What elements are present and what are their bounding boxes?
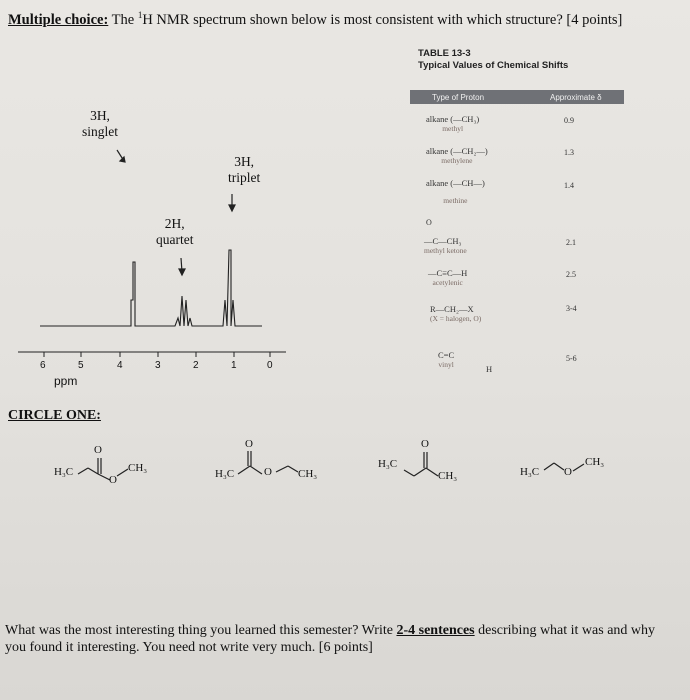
question-1-text: H NMR spectrum shown below is most consistent with which structure? [4 points] — [142, 11, 623, 28]
table-row-vinyl-h: H — [486, 364, 493, 374]
table-row-type-text: —C—CH₃ — [424, 236, 462, 246]
table-row-type-text: R—CH₂—X — [430, 304, 474, 314]
structure-1-ester-o[interactable]: O — [109, 474, 117, 486]
table-row-value: 1.4 — [564, 181, 574, 190]
question-1-superscript: 1 — [137, 10, 143, 20]
table-row-value: 2.5 — [566, 270, 576, 279]
peak-count: 2H, — [164, 216, 185, 231]
table-row-value: 3-4 — [566, 304, 577, 313]
peak-label-quartet — [156, 216, 193, 248]
table-row-type-text: alkane (—CH—) — [426, 178, 485, 188]
structure-2-carbonyl-o[interactable]: O — [245, 438, 253, 450]
table-row-type-text: alkane (—CH₂—) — [426, 146, 488, 156]
axis-tick-label: 2 — [193, 360, 199, 371]
structure-2-ester-o[interactable]: O — [264, 466, 272, 478]
table-row-value: 1.3 — [564, 148, 574, 157]
peak-label-singlet — [82, 108, 118, 140]
axis-tick-label: 4 — [117, 360, 123, 371]
axis-tick-label: 1 — [231, 360, 237, 371]
table-row-sub: methyl ketone — [424, 246, 467, 255]
question-1-label: Multiple choice: — [8, 11, 109, 28]
structure-4-left[interactable]: H₃C — [520, 466, 540, 478]
peak-label-triplet — [228, 154, 260, 186]
table-header-type: Type of Proton — [432, 93, 485, 102]
peak-count: 3H, — [234, 154, 255, 169]
structure-3-carbonyl-o[interactable]: O — [421, 438, 429, 450]
peak-multiplicity: singlet — [82, 124, 118, 139]
table-row-sub: (X = halogen, O) — [430, 314, 482, 323]
spectrum-trace — [40, 250, 262, 326]
axis-tick-label: 3 — [155, 360, 161, 371]
table-header-value: Approximate δ — [550, 93, 602, 102]
question-2-emphasis: 2-4 sentences — [396, 623, 475, 638]
axis-tick-label: 5 — [78, 360, 84, 371]
table-row-value: 5-6 — [566, 354, 577, 363]
axis-tick-label: 6 — [40, 360, 46, 371]
table-title: Typical Values of Chemical Shifts — [418, 60, 569, 71]
circle-one-heading: CIRCLE ONE: — [8, 408, 101, 423]
table-row-type-text: —C≡C—H — [428, 268, 468, 278]
structure-3-left[interactable]: H₃C — [378, 458, 398, 470]
axis-unit: ppm — [54, 374, 78, 388]
table-row-type-text: C=C — [438, 350, 455, 360]
structure-1-left[interactable]: H₃C — [54, 466, 74, 478]
question-2 — [5, 622, 675, 656]
axis-tick-label: 0 — [267, 360, 273, 371]
table-row-type-text: alkane (—CH₃) — [426, 114, 480, 124]
structure-3-right[interactable]: CH₃ — [438, 470, 458, 482]
question-2-text-before: What was the most interesting thing you learned this semester? Write — [5, 623, 397, 638]
peak-multiplicity: triplet — [228, 170, 261, 185]
structure-4-ether-o[interactable]: O — [564, 466, 572, 478]
table-row-sub: methylene — [441, 156, 473, 165]
table-row-sub: acetylenic — [432, 278, 463, 287]
peak-count: 3H, — [90, 108, 110, 123]
structure-1-bonds — [78, 458, 128, 480]
table-row-value: 2.1 — [566, 238, 576, 247]
peak-multiplicity: quartet — [156, 232, 194, 247]
x-axis-ticks — [44, 352, 270, 357]
table-row-value: 0.9 — [564, 116, 574, 125]
table-row-ketone-o: O — [426, 218, 432, 227]
structure-2-right[interactable]: CH₃ — [298, 468, 318, 480]
table-row-sub: vinyl — [438, 360, 454, 369]
structure-1-right[interactable]: CH₃ — [128, 462, 148, 474]
structure-2-left[interactable]: H₃C — [215, 468, 235, 480]
question-2-text-after: describing what it was and why you found it interesting. You need not write very much. [6 points] — [5, 623, 656, 655]
structure-4-right[interactable]: CH₃ — [585, 456, 605, 468]
table-row-sub: methyl — [442, 124, 464, 133]
table-number: TABLE 13-3 — [418, 48, 471, 59]
structure-1-carbonyl-o[interactable]: O — [94, 444, 102, 456]
question-1-text-before: The — [111, 11, 138, 28]
table-row-sub: methine — [443, 196, 468, 205]
structure-3-bonds — [404, 452, 438, 476]
